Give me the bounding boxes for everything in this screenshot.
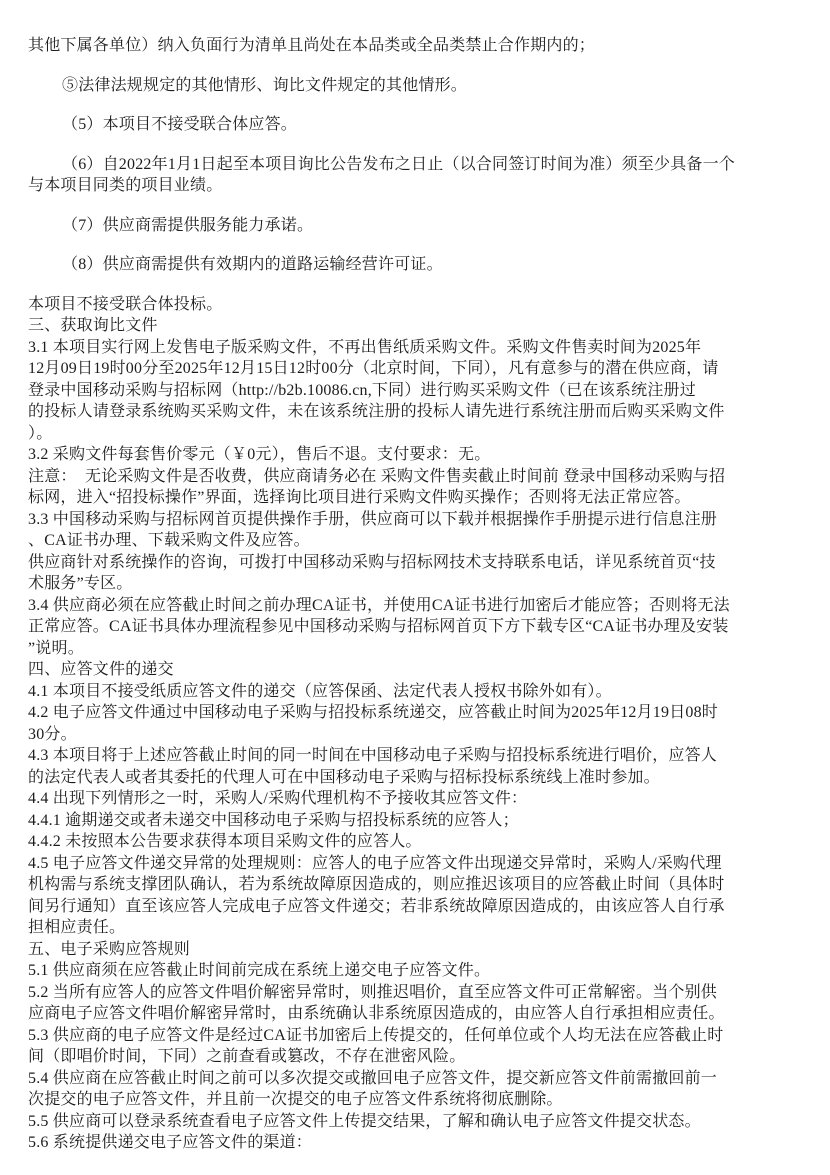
text-line: 本项目不接受联合体投标。 bbox=[28, 295, 223, 313]
text-line: 担相应责任。 bbox=[28, 919, 126, 936]
text-line: 5.1 供应商须在应答截止时间前完成在系统上递交电子应答文件。 bbox=[28, 962, 491, 979]
text-line: 标网，进入“招投标操作”界面，选择询比项目进行采购文件购买操作；否则将无法正常应答。 bbox=[28, 489, 691, 506]
text-line: ”说明。 bbox=[28, 639, 84, 657]
text-line: 5.3 供应商的电子应答文件是经过CA证书加密后上传提交的，任何单位或个人均无法在应答截止时 bbox=[28, 1026, 724, 1044]
text-line: 3.4 供应商必须在应答截止时间之前办理CA证书，并使用CA证书进行加密后才能应答；否则将无法 bbox=[28, 596, 730, 614]
text-line: 12月09日19时00分至2025年12月15日12时00分（北京时间，下同），凡有意参与的潜在供应商，请 bbox=[28, 360, 719, 377]
blank-line bbox=[28, 197, 804, 215]
text-line: 应商电子应答文件唱价解密异常时，由系统确认非系统原因造成的，由应答人自行承担相应责任。 bbox=[28, 1005, 725, 1022]
blank-line bbox=[28, 276, 804, 294]
text-line: 正常应答。CA证书具体办理流程参见中国移动采购与招标网首页下方下载专区“CA证书办理及安装 bbox=[28, 618, 729, 635]
text-line: 间（即唱价时间，下同）之前查看或篡改，不存在泄密风险。 bbox=[28, 1048, 466, 1065]
text-line: 3.3 中国移动采购与招标网首页提供操作手册，供应商可以下载并根据操作手册提示进行信息注册 bbox=[28, 510, 718, 528]
text-line: 、CA证书办理、下载采购文件及应答。 bbox=[28, 532, 310, 549]
text-line: 5.6 系统提供递交电子应答文件的渠道： bbox=[28, 1134, 313, 1151]
text-line: 4.4 出现下列情形之一时，采购人/采购代理机构不予接收其应答文件： bbox=[28, 790, 528, 807]
text-line: （6）自2022年1月1日起至本项目询比公告发布之日止（以合同签订时间为准）须至少具备一个 bbox=[62, 155, 736, 173]
document-body bbox=[28, 35, 804, 1154]
text-line: （8）供应商需提供有效期内的道路运输经营许可证。 bbox=[62, 256, 443, 273]
text-line: 4.4.1 逾期递交或者未递交中国移动电子采购与招投标系统的应答人； bbox=[28, 811, 519, 829]
section-heading: 四、应答文件的递交 bbox=[28, 661, 174, 678]
text-line: 其他下属各单位）纳入负面行为清单且尚处在本品类或全品类禁止合作期内的； bbox=[28, 37, 596, 54]
text-line: 与本项目同类的项目业绩。 bbox=[28, 177, 223, 194]
text-line: 4.2 电子应答文件通过中国移动电子采购与招投标系统递交，应答截止时间为2025年12月19日08时 bbox=[28, 704, 719, 721]
text-line: （7）供应商需提供服务能力承诺。 bbox=[62, 216, 314, 234]
text-line: 登录中国移动采购与招标网（http://b2b.10086.cn,下同）进行购买采购文件（已在该系统注册过 bbox=[28, 381, 696, 399]
text-line: 术服务”专区。 bbox=[28, 575, 133, 592]
text-line: 次提交的电子应答文件，并且前一次提交的电子应答文件系统将彻底删除。 bbox=[28, 1091, 563, 1108]
text-line: 5.2 当所有应答人的应答文件唱价解密异常时，则推迟唱价，直至应答文件可正常解密。当个别供 bbox=[28, 983, 718, 1001]
blank-line bbox=[28, 136, 804, 154]
text-line: 3.2 采购文件每套售价零元（￥0元），售后不退。支付要求：无。 bbox=[28, 446, 491, 463]
blank-line bbox=[28, 236, 804, 254]
text-line: （5）本项目不接受联合体应答。 bbox=[62, 116, 298, 133]
text-line: 的法定代表人或者其委托的代理人可在中国移动电子采购与招标投标系统线上准时参加。 bbox=[28, 768, 660, 786]
text-line: 5.4 供应商在应答截止时间之前可以多次提交或撤回电子应答文件，提交新应答文件前需撤回前一 bbox=[28, 1069, 718, 1087]
text-line: 3.1 本项目实行网上发售电子版采购文件，不再出售纸质采购文件。采购文件售卖时间为2025年 bbox=[28, 338, 702, 356]
text-line: 供应商针对系统操作的咨询，可拨打中国移动采购与招标网技术支持联系电话，详见系统首页“技 bbox=[28, 553, 716, 571]
text-line: ）。 bbox=[28, 424, 53, 442]
section-heading: 三、获取询比文件 bbox=[28, 317, 158, 334]
blank-line bbox=[28, 57, 804, 75]
text-line: 30分。 bbox=[28, 725, 77, 743]
section-heading: 五、电子采购应答规则 bbox=[28, 940, 191, 958]
blank-line bbox=[28, 96, 804, 114]
text-line: 4.1 本项目不接受纸质应答文件的递交（应答保函、法定代表人授权书除外如有）。 bbox=[28, 682, 612, 700]
text-line: 5.5 供应商可以登录系统查看电子应答文件上传提交结果，了解和确认电子应答文件提交状态。 bbox=[28, 1112, 701, 1130]
text-line: 间另行通知）直至该应答人完成电子应答文件递交；若非系统故障原因造成的，由该应答人自行承 bbox=[28, 897, 725, 915]
text-line: 机构需与系统支撑团队确认，若为系统故障原因造成的，则应推迟该项目的应答截止时间（具体时 bbox=[28, 876, 725, 893]
text-line: 4.5 电子应答文件递交异常的处理规则：应答人的电子应答文件出现递交异常时，采购人/采购代理 bbox=[28, 854, 722, 872]
text-line: 4.3 本项目将于上述应答截止时间的同一时间在中国移动电子采购与招投标系统进行唱价，应答人 bbox=[28, 747, 718, 764]
text-line: 4.4.2 未按照本公告要求获得本项目采购文件的应答人。 bbox=[28, 833, 422, 850]
text-line: 注意： 无论采购文件是否收费，供应商请务必在 采购文件售卖截止时间前 登录中国移动采购与招 bbox=[28, 467, 726, 485]
text-line: ⑤法律法规规定的其他情形、询比文件规定的其他情形。 bbox=[62, 76, 468, 94]
text-line: 的投标人请登录系统购买采购文件，未在该系统注册的投标人请先进行系统注册而后购买采购文件 bbox=[28, 403, 725, 420]
